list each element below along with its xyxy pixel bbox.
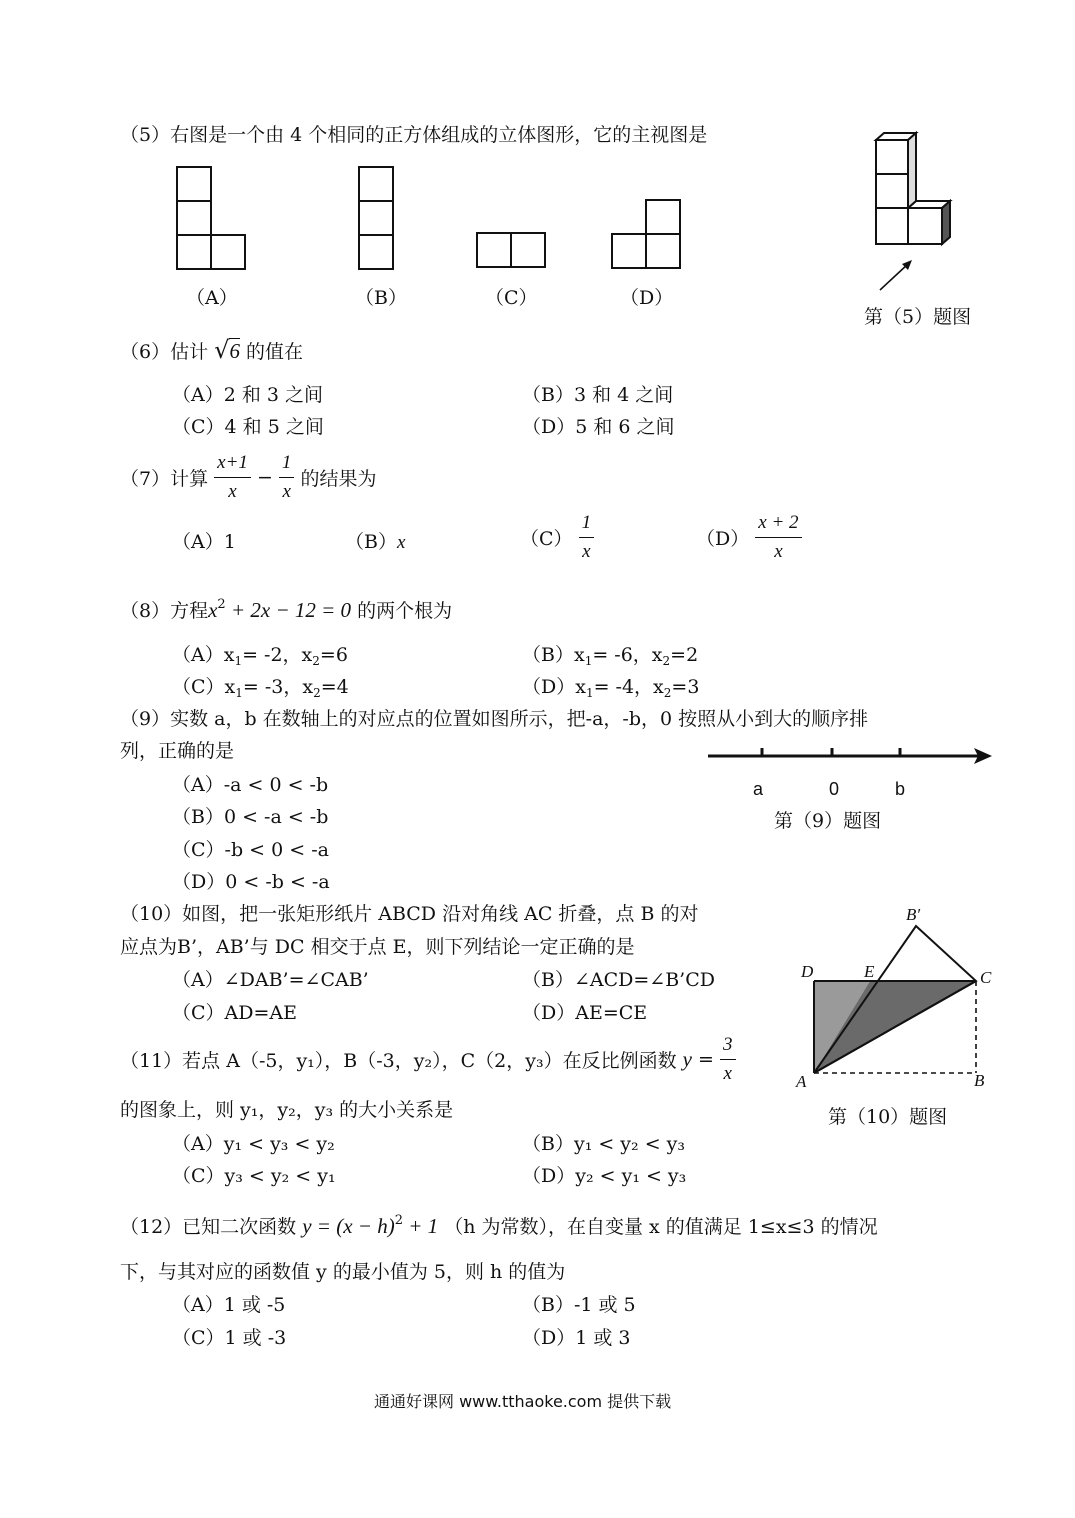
q10-point-b-prime: B′	[906, 905, 921, 924]
q7-option-b-label: （B）	[345, 531, 397, 553]
q6-option-c: （C）4 和 5 之间	[172, 416, 324, 438]
q9-stem-line1: （9）实数 a，b 在数轴上的对应点的位置如图所示，把-a，-b，0 按照从小到大的顺序排	[120, 708, 869, 730]
q10-option-a: （A）∠DAB’=∠CAB’	[172, 969, 369, 991]
q12-func-exp: 2	[394, 1213, 403, 1228]
q5-option-a-label: （A）	[186, 287, 238, 309]
q8-d-v2: =3	[671, 676, 700, 698]
page-footer: 通通好课网 www.tthaoke.com 提供下载	[374, 1392, 672, 1411]
q10-point-b: B	[974, 1071, 985, 1090]
q7-optd-den: x	[755, 537, 801, 563]
q11-func-eq: =	[698, 1048, 714, 1071]
q9-figure-caption: 第（9）题图	[774, 810, 882, 832]
q7-option-c-fraction	[579, 512, 595, 563]
q7-frac2-num: 1	[281, 452, 292, 473]
q8-c-v1: = -3，x	[242, 676, 314, 698]
q8-b-v1: = -6，x	[592, 644, 663, 666]
q8-stem	[120, 598, 452, 621]
q7-frac2-den: x	[279, 477, 295, 503]
q7-option-a: （A）1	[172, 531, 236, 553]
q6-option-a: （A）2 和 3 之间	[172, 384, 324, 406]
q9-axis-label-b: b	[895, 779, 906, 799]
q11-option-b: （B）y₁ < y₂ < y₃	[522, 1133, 686, 1155]
q11-stem-text: （11）若点 A（-5，y₁），B（-3，y₂），C（2，y₃）在反比例函数	[120, 1050, 677, 1072]
q10-option-b: （B）∠ACD=∠B’CD	[522, 969, 715, 991]
q8-a-v1: = -2，x	[242, 644, 313, 666]
q11-stem-line2: 的图象上，则 y₁，y₂，y₃ 的大小关系是	[120, 1099, 454, 1121]
q7-frac1-den: x	[214, 477, 251, 503]
q10-point-e: E	[864, 962, 875, 981]
q5-option-b-figure	[358, 166, 396, 270]
q8-option-d	[522, 678, 699, 699]
q7-option-b	[345, 533, 405, 552]
q9-option-b: （B）0 < -a < -b	[172, 806, 329, 828]
q7-stem-suffix: 的结果为	[300, 468, 377, 490]
sqrt-symbol: √	[214, 336, 230, 364]
q7-minus: −	[256, 466, 273, 489]
q10-point-c: C	[980, 968, 992, 987]
q11-func-den: x	[720, 1059, 736, 1085]
q12-func: y = (x − h)	[302, 1214, 395, 1238]
q5-solid-figure	[870, 130, 970, 300]
q8-d-v1: = -4，x	[593, 676, 664, 698]
q7-stem-prefix: （7）计算	[120, 468, 209, 490]
q7-option-d-label: （D）	[696, 528, 750, 550]
q12-option-b: （B）-1 或 5	[522, 1294, 636, 1316]
q10-figure	[790, 900, 1000, 1100]
q8-b-r1: 1	[584, 654, 593, 668]
q8-b-label: （B）x	[522, 644, 585, 666]
q7-option-d-fraction	[755, 512, 801, 563]
q12-stem-line1	[120, 1214, 878, 1237]
q9-option-d: （D）0 < -b < -a	[172, 871, 330, 893]
q11-func-y: y	[682, 1047, 692, 1071]
q12-stem-prefix: （12）已知二次函数	[120, 1216, 297, 1238]
q8-option-a	[172, 646, 348, 667]
q5-option-c-figure	[476, 232, 548, 270]
q8-c-r1: 1	[235, 686, 243, 700]
q7-optc-num: 1	[581, 512, 592, 533]
q8-a-r2: 2	[312, 654, 320, 668]
q6-stem-prefix: （6）估计	[120, 341, 209, 363]
q9-stem-line2: 列，正确的是	[120, 740, 235, 762]
q8-stem-prefix: （8）方程	[120, 600, 209, 622]
q5-option-d-label: （D）	[620, 287, 674, 309]
q8-option-b	[522, 646, 698, 667]
q8-c-label: （C）x	[172, 676, 236, 698]
q10-option-c: （C）AD=AE	[172, 1002, 298, 1024]
q8-c-v2: =4	[320, 676, 349, 698]
q8-b-v2: =2	[670, 644, 699, 666]
q10-point-d: D	[801, 962, 814, 981]
q9-axis-label-a: a	[753, 779, 764, 799]
q11-stem-line1	[120, 1034, 736, 1085]
q8-eq-rest: + 2x − 12 = 0	[225, 598, 352, 622]
q7-optc-den: x	[579, 537, 595, 563]
q9-option-a: （A）-a < 0 < -b	[172, 774, 329, 796]
q12-option-c: （C）1 或 -3	[172, 1327, 287, 1349]
q12-option-a: （A）1 或 -5	[172, 1294, 286, 1316]
q10-option-d: （D）AE=CE	[522, 1002, 648, 1024]
q8-d-r1: 1	[585, 686, 594, 700]
q7-option-d	[696, 512, 802, 563]
q9-option-c: （C）-b < 0 < -a	[172, 839, 329, 861]
q8-c-r2: 2	[313, 686, 321, 700]
q9-number-line	[706, 744, 996, 768]
q6-radicand: 6	[229, 339, 240, 363]
q7-option-c-label: （C）	[520, 528, 573, 550]
q5-option-b-label: （B）	[355, 287, 407, 309]
q5-option-d-figure	[611, 199, 683, 271]
q8-a-v2: =6	[319, 644, 348, 666]
q7-fraction-1	[214, 452, 251, 503]
q6-stem-suffix: 的值在	[245, 341, 303, 363]
q5-figure-caption: 第（5）题图	[864, 306, 972, 328]
q6-option-b: （B）3 和 4 之间	[522, 384, 674, 406]
q8-stem-suffix: 的两个根为	[357, 600, 453, 622]
q8-option-c	[172, 678, 349, 699]
q11-option-a: （A）y₁ < y₃ < y₂	[172, 1133, 335, 1155]
q7-stem	[120, 452, 376, 503]
q12-func-tail: + 1	[403, 1214, 439, 1238]
q7-frac1-num: x+1	[217, 452, 248, 473]
q10-point-a: A	[796, 1072, 807, 1091]
q11-func-num: 3	[723, 1034, 733, 1055]
q5-option-a-figure	[176, 166, 248, 270]
q7-fraction-2	[279, 452, 295, 503]
q11-func-fraction	[720, 1034, 736, 1085]
q7-optd-num: x + 2	[758, 512, 799, 533]
q8-b-r2: 2	[662, 654, 671, 668]
q7-option-b-expr: x	[396, 532, 406, 553]
q12-stem-suffix: （h 为常数），在自变量 x 的值满足 1≤x≤3 的情况	[444, 1216, 878, 1238]
q12-stem-line2: 下，与其对应的函数值 y 的最小值为 5，则 h 的值为	[120, 1261, 566, 1283]
q11-option-c: （C）y₃ < y₂ < y₁	[172, 1165, 336, 1187]
q5-stem: （5）右图是一个由 4 个相同的正方体组成的立体图形，它的主视图是	[120, 124, 708, 146]
q10-stem-line1: （10）如图，把一张矩形纸片 ABCD 沿对角线 AC 折叠，点 B 的对	[120, 903, 699, 925]
q7-option-c	[520, 512, 594, 563]
q6-stem	[120, 338, 303, 362]
q5-option-c-label: （C）	[485, 287, 538, 309]
q12-option-d: （D）1 或 3	[522, 1327, 631, 1349]
q8-eq-x: x	[208, 598, 218, 622]
q11-option-d: （D）y₂ < y₁ < y₃	[522, 1165, 687, 1187]
q10-figure-caption: 第（10）题图	[828, 1106, 948, 1128]
q9-axis-label-0: 0	[829, 779, 840, 799]
q8-d-r2: 2	[663, 686, 672, 700]
q8-a-label: （A）x	[172, 644, 235, 666]
q8-a-r1: 1	[234, 654, 243, 668]
q6-option-d: （D）5 和 6 之间	[522, 416, 675, 438]
q8-eq-exp: 2	[217, 597, 226, 612]
q10-stem-line2: 应点为B’，AB’与 DC 相交于点 E，则下列结论一定正确的是	[120, 936, 635, 958]
q8-d-label: （D）x	[522, 676, 586, 698]
